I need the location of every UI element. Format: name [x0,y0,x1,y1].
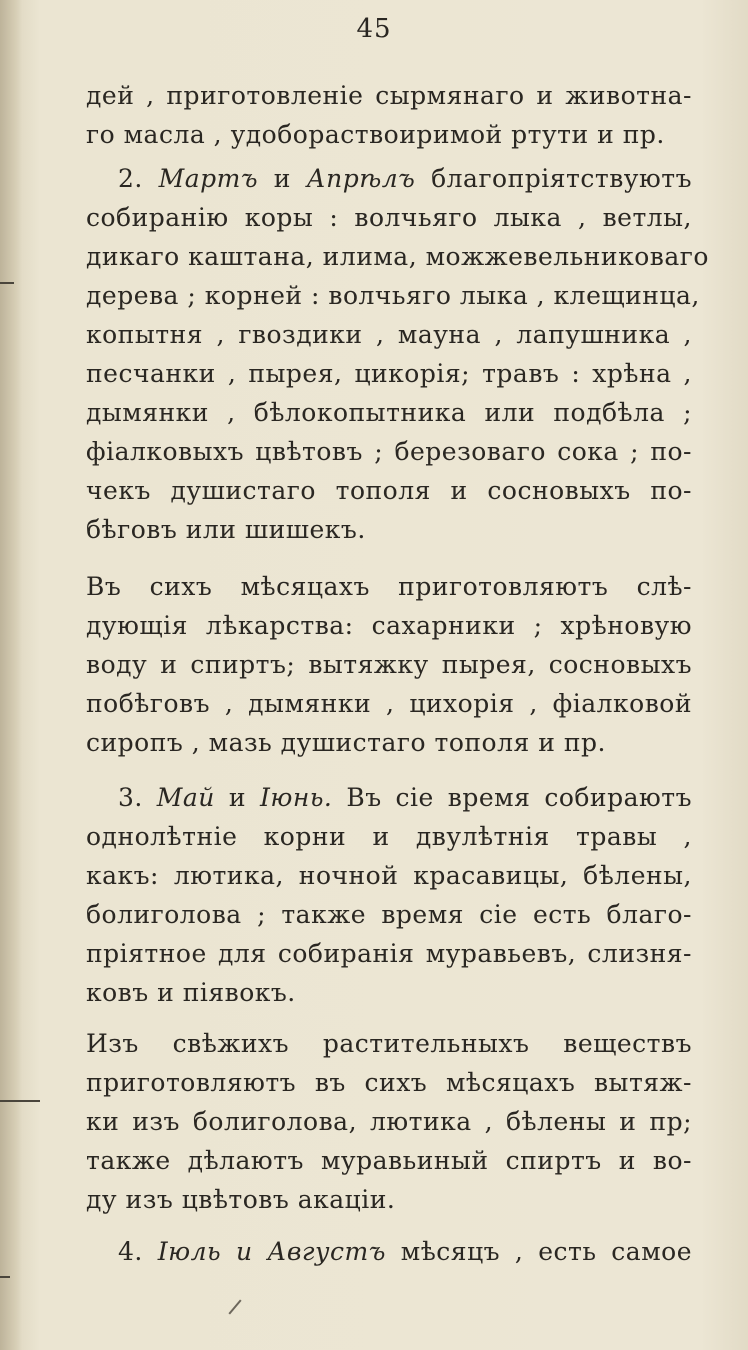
paragraph [86,1232,692,1271]
text-fragment: и [214,783,260,812]
text-line: болиголова ; также время сіе есть благо- [86,900,692,929]
text-line: воду и спиртъ; вытяжку пырея, сосновыхъ [86,650,692,679]
text-line: бѣговъ или шишекъ. [86,515,366,544]
italic-month-name: Май [156,783,215,812]
text-line: ду изъ цвѣтовъ акаціи. [86,1185,396,1214]
edge-mark [0,1100,40,1102]
text-line [86,1232,692,1271]
text-line: ковъ и піявокъ. [86,978,296,1007]
text-line: собиранію коры : волчьяго лыка , ветлы, [86,203,692,232]
text-fragment: 2. [118,164,159,193]
text-line: дей , приготовленіе сырмянаго и животна- [86,81,692,110]
text-line: го масла , удобораствоиримой ртути и пр. [86,120,665,149]
text-line: пріятное для собиранія муравьевъ, слизня- [86,939,692,968]
text-line: чекъ душистаго тополя и сосновыхъ по- [86,476,692,505]
text-line: дующія лѣкарства: сахарники ; хрѣновую [86,611,692,640]
text-line: сиропъ , мазь душистаго тополя и пр. [86,728,606,757]
text-line: дымянки , бѣлокопытника или подбѣла ; [86,398,692,427]
edge-mark [0,282,14,284]
text-fragment: мѣсяцъ , есть самое [385,1237,693,1266]
italic-month-name: Іюнь. [259,783,333,812]
ink-scratch [228,1299,241,1314]
text-fragment: 3. [118,783,157,812]
italic-month-name: Апрѣлъ [306,164,416,193]
italic-month-name: Іюль и Августъ [157,1237,386,1266]
text-line: приготовляютъ въ сихъ мѣсяцахъ вытяж- [86,1068,692,1097]
page-spine-shadow [0,0,22,1350]
paragraph [86,76,692,154]
text-line: ки изъ болиголова, лютика , бѣлены и пр; [86,1107,692,1136]
text-fragment: благопріятствуютъ [415,164,692,193]
paragraph [86,159,709,549]
text-line: побѣговъ , дымянки , цихорія , фіалковой [86,689,692,718]
text-line: фіалковыхъ цвѣтовъ ; березоваго сока ; по- [86,437,692,466]
text-fragment: и [257,164,307,193]
paragraph [86,567,692,762]
text-line: Изъ свѣжихъ растительныхъ веществъ [86,1029,692,1058]
text-line: копытня , гвоздики , мауна , лапушника , [86,320,692,349]
text-line: какъ: лютика, ночной красавицы, бѣлены, [86,861,692,890]
text-fragment: Въ сіе время собираютъ [332,783,692,812]
paragraph [86,1024,692,1219]
text-line: песчанки , пырея, цикорія; травъ : хрѣна , [86,359,692,388]
text-line: дикаго каштана, илима, можжевельниковаго [86,242,709,271]
paragraph [86,778,692,1012]
italic-month-name: Мартъ [158,164,258,193]
text-line: также дѣлаютъ муравьиный спиртъ и во- [86,1146,692,1175]
edge-mark [0,1276,10,1278]
text-line [86,159,692,198]
page-number: 45 [356,14,392,44]
text-line [86,778,692,817]
text-line: Въ сихъ мѣсяцахъ приготовляютъ слѣ- [86,572,692,601]
text-fragment: 4. [118,1237,158,1266]
text-line: дерева ; корней : волчьяго лыка , клещинца, [86,281,700,310]
text-line: однолѣтніе корни и двулѣтнія травы , [86,822,692,851]
